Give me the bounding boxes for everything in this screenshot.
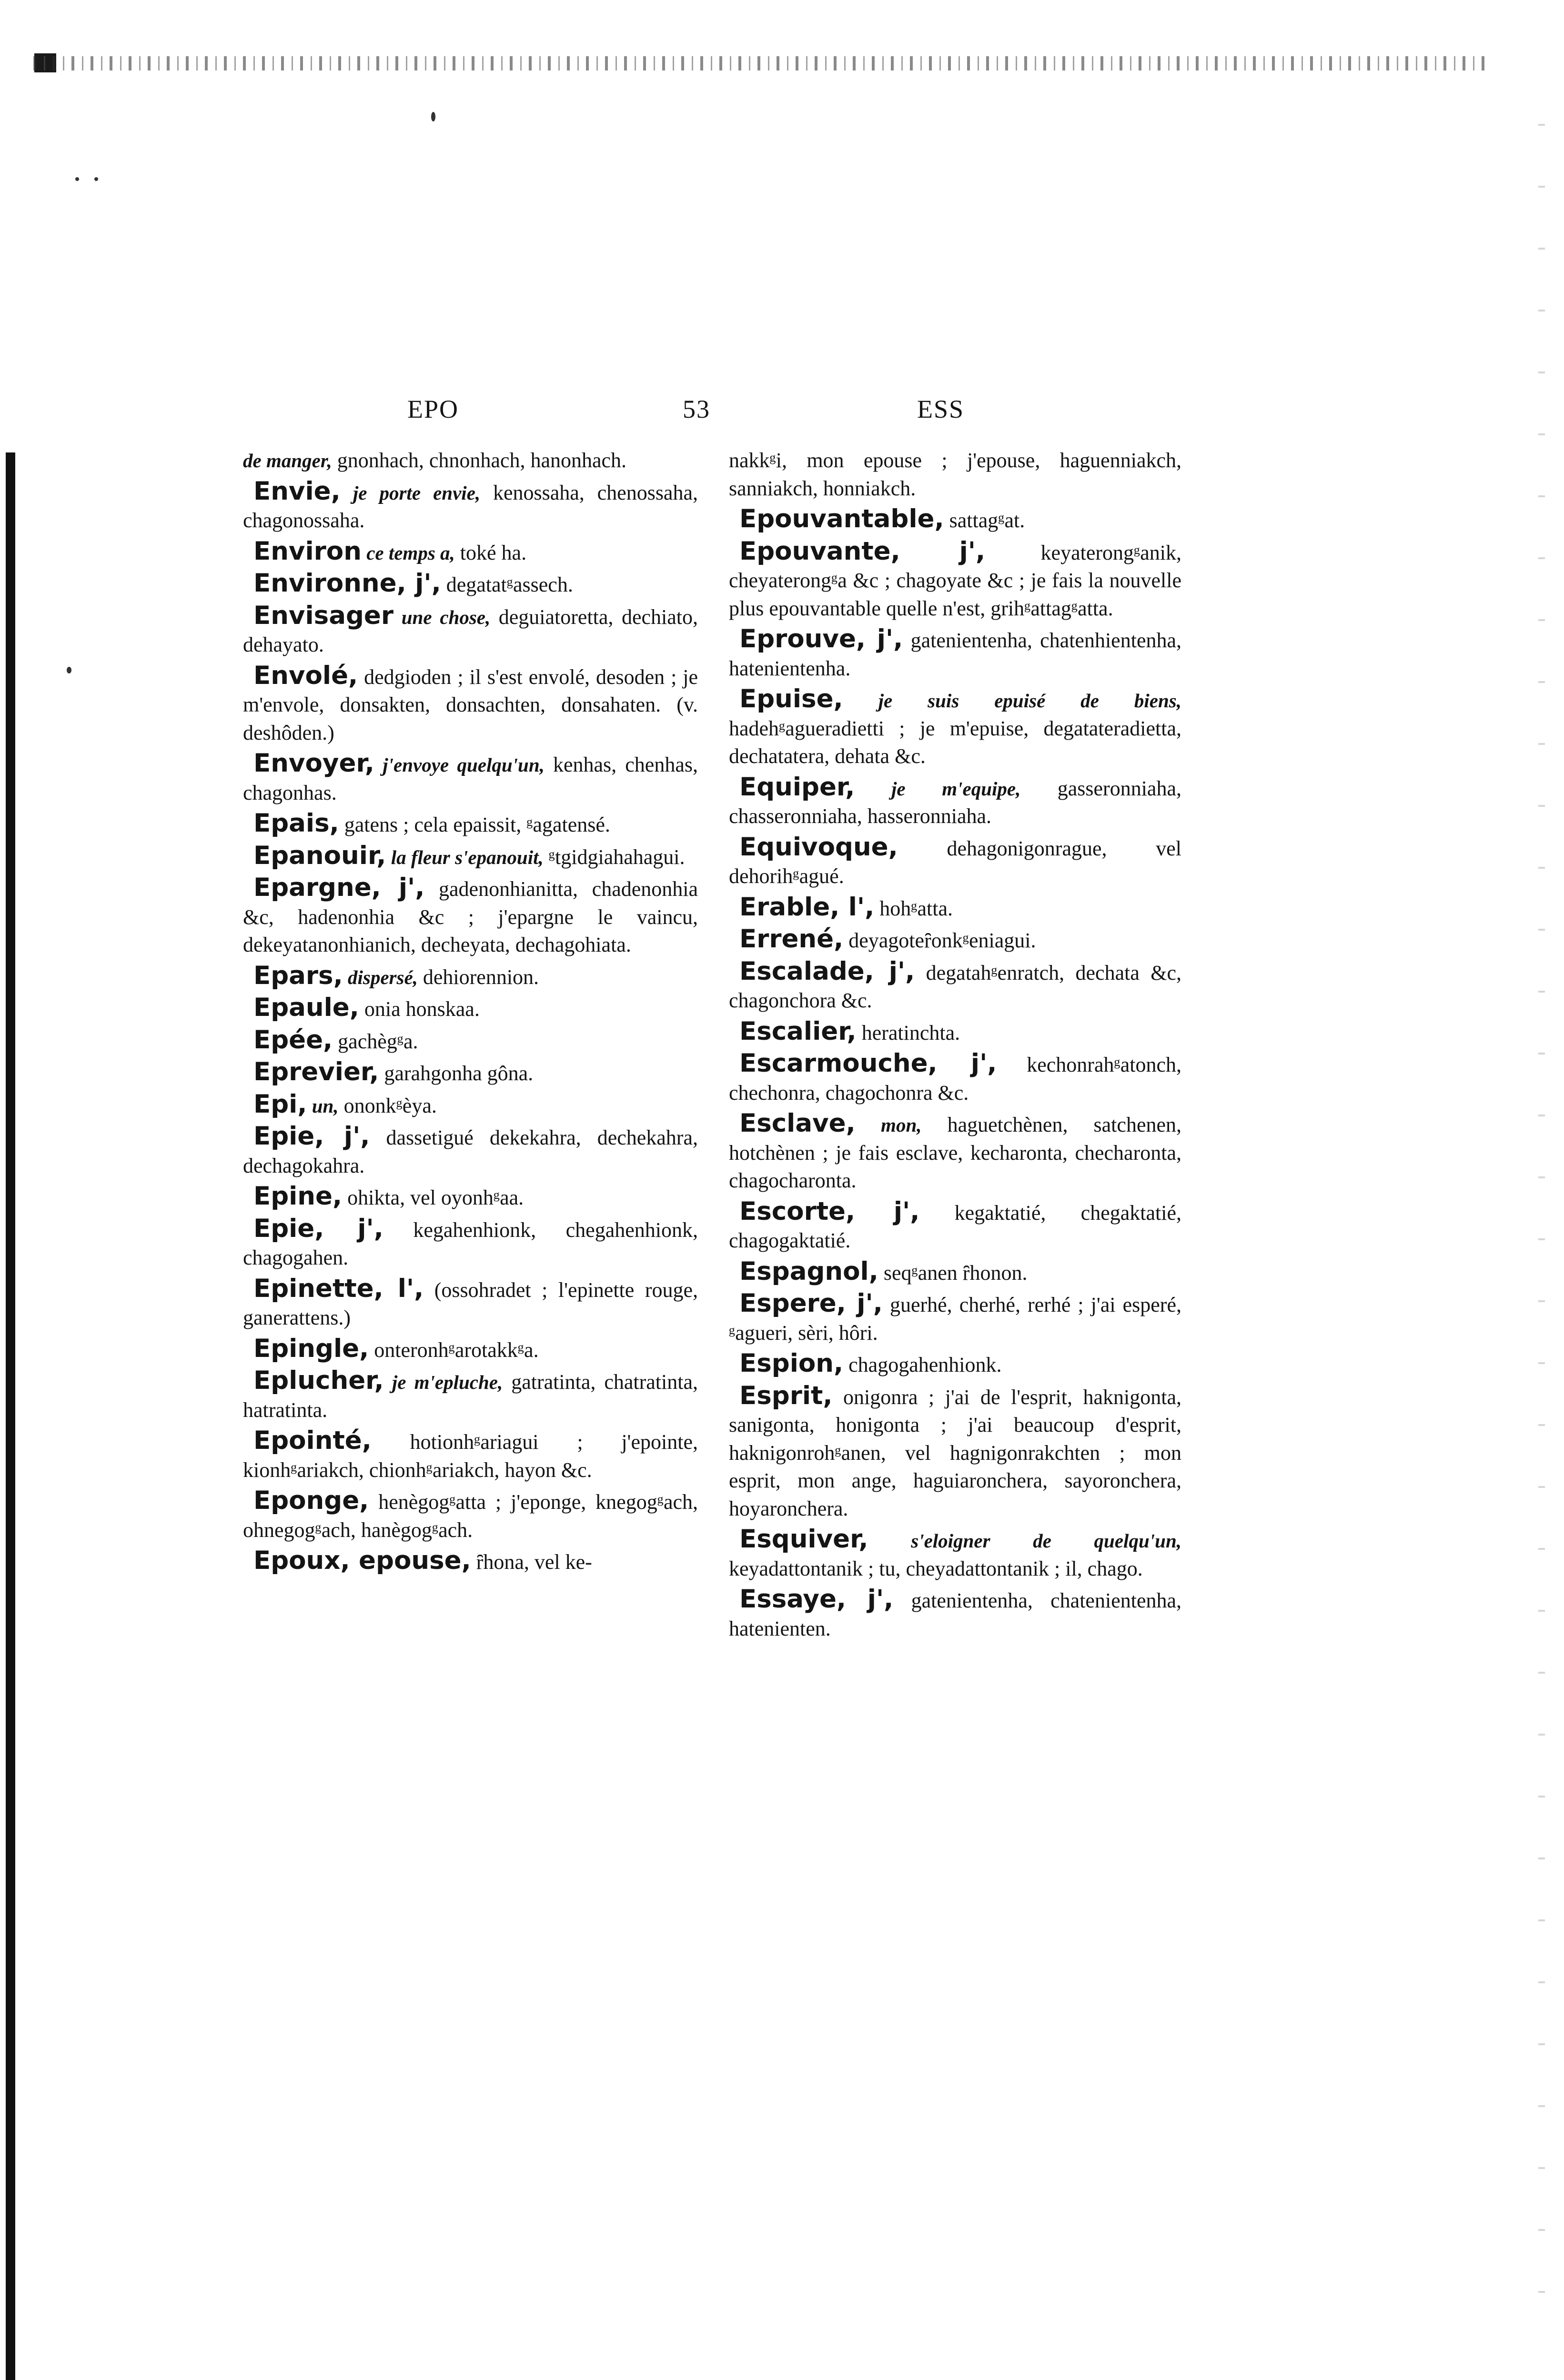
dictionary-entry bbox=[729, 625, 1181, 683]
scan-right-edge bbox=[1538, 95, 1545, 2310]
entry-headword: Equivoque, bbox=[739, 832, 898, 862]
dictionary-entry bbox=[243, 602, 698, 659]
dictionary-entry bbox=[729, 1290, 1181, 1347]
dictionary-entry bbox=[729, 925, 1181, 955]
scan-speck bbox=[75, 177, 79, 181]
entry-headword: Epouvantable, bbox=[739, 504, 944, 533]
entry-headword: Esquiver, bbox=[739, 1525, 868, 1554]
entry-headword: Escalier, bbox=[739, 1016, 857, 1046]
dictionary-entry bbox=[243, 1123, 698, 1180]
entry-translation: kegahenhionk, chegahenhionk, chagogahen. bbox=[243, 1218, 698, 1269]
entry-headword: Epouvante, j', bbox=[739, 536, 986, 566]
entry-headword: Esclave, bbox=[739, 1109, 856, 1138]
entry-headword: Envolé, bbox=[253, 661, 358, 690]
entry-headword: Envie, bbox=[253, 476, 341, 506]
entry-headword: Envisager bbox=[253, 601, 394, 630]
entry-translation: dassetigué dekekahra, dechekahra, dechagokahra. bbox=[243, 1126, 698, 1177]
entry-headword: Epée, bbox=[253, 1025, 333, 1054]
page-number: 53 bbox=[683, 395, 710, 423]
entry-headword: Espion, bbox=[739, 1349, 844, 1378]
entry-french-gloss: je m'epluche, bbox=[383, 1371, 503, 1393]
entry-translation: deyagoteȓonkᵍeniagui. bbox=[843, 929, 1036, 952]
entry-translation: dehagonigonrague, vel dehorihᵍagué. bbox=[729, 836, 1181, 888]
entry-translation: sattagᵍat. bbox=[944, 509, 1025, 532]
dictionary-entry bbox=[729, 505, 1181, 535]
entry-translation: deguiatoretta, dechiato, dehayato. bbox=[243, 605, 698, 656]
dictionary-entry bbox=[243, 1215, 698, 1272]
entry-headword: Errené, bbox=[739, 924, 844, 954]
entry-translation: kegaktatié, chegaktatié, chagogaktatié. bbox=[729, 1201, 1181, 1252]
entry-french-gloss: j'envoye quelqu'un, bbox=[374, 754, 545, 776]
dictionary-entry bbox=[243, 1335, 698, 1365]
scan-left-border bbox=[6, 452, 15, 2380]
dictionary-entry bbox=[729, 1018, 1181, 1047]
entry-translation: ᵍtgidgiahahagui. bbox=[543, 845, 685, 869]
dictionary-entry bbox=[243, 1487, 698, 1544]
entry-translation: keyadattontanik ; tu, cheyadattontanik ; il, chago. bbox=[729, 1557, 1143, 1580]
dictionary-entry bbox=[729, 894, 1181, 923]
dictionary-column-left bbox=[243, 445, 698, 1579]
dictionary-entry bbox=[729, 1382, 1181, 1523]
entry-headword: Espagnol, bbox=[739, 1256, 878, 1286]
entry-headword: Eprouve, j', bbox=[739, 624, 903, 653]
entry-translation: nakkᵍi, mon epouse ; j'epouse, haguenniakch, sanniakch, honniakch. bbox=[729, 449, 1181, 500]
entry-translation: guerhé, cherhé, rerhé ; j'ai esperé, ᵍagueri, sèri, hôri. bbox=[729, 1293, 1181, 1345]
entry-headword: Epingle, bbox=[253, 1334, 369, 1363]
entry-translation: toké ha. bbox=[454, 541, 527, 564]
dictionary-entry bbox=[243, 445, 698, 475]
dictionary-entry bbox=[243, 1367, 698, 1424]
entry-french-gloss: je m'equipe, bbox=[855, 777, 1021, 800]
entry-headword: Equiper, bbox=[739, 772, 855, 802]
entry-translation: seqᵍanen ȓhonon. bbox=[878, 1261, 1028, 1285]
entry-french-gloss: s'eloigner de quelqu'un, bbox=[868, 1530, 1181, 1552]
entry-headword: Erable, l', bbox=[739, 892, 875, 922]
entry-translation: degatatᵍassech. bbox=[441, 573, 573, 596]
dictionary-entry bbox=[243, 1026, 698, 1056]
dictionary-entry bbox=[243, 570, 698, 599]
dictionary-entry bbox=[243, 1275, 698, 1332]
scan-speck bbox=[94, 177, 98, 181]
entry-headword: Escarmouche, j', bbox=[739, 1049, 997, 1078]
entry-translation: henègogᵍatta ; j'eponge, knegogᵍach, ohnegogᵍach, hanègogᵍach. bbox=[243, 1490, 698, 1542]
entry-translation: heratinchta. bbox=[856, 1021, 960, 1044]
entry-translation: ononkᵍèya. bbox=[338, 1094, 437, 1117]
entry-headword: Essaye, j', bbox=[739, 1585, 894, 1614]
entry-headword: Epinette, l', bbox=[253, 1274, 424, 1303]
entry-translation: gachègᵍa. bbox=[333, 1029, 418, 1053]
entry-headword: Epargne, j', bbox=[253, 873, 425, 902]
entry-headword: Epars, bbox=[253, 961, 343, 990]
entry-french-gloss: la fleur s'epanouit, bbox=[386, 846, 544, 868]
entry-translation: dehiorennion. bbox=[417, 965, 539, 989]
entry-french-gloss: de manger, bbox=[243, 450, 332, 472]
dictionary-entry bbox=[243, 842, 698, 872]
entry-french-gloss: je suis epuisé de biens, bbox=[843, 690, 1181, 712]
scan-top-edge bbox=[33, 56, 1486, 70]
entry-translation: ȓhona, vel ke- bbox=[471, 1550, 592, 1574]
entry-translation: gatenientenha, chatenhientenha, hatenientenha. bbox=[729, 629, 1181, 680]
entry-headword: Envoyer, bbox=[253, 749, 374, 778]
entry-translation: gnonhach, chnonhach, hanonhach. bbox=[332, 449, 627, 472]
dictionary-entry bbox=[243, 1058, 698, 1088]
entry-headword: Eprevier, bbox=[253, 1057, 379, 1086]
scan-speck bbox=[67, 667, 71, 673]
dictionary-entry bbox=[243, 962, 698, 992]
dictionary-entry bbox=[729, 1350, 1181, 1379]
entry-headword: Epie, j', bbox=[253, 1122, 370, 1151]
dictionary-entry bbox=[243, 1427, 698, 1484]
entry-headword: Esprit, bbox=[739, 1381, 833, 1410]
dictionary-entry bbox=[243, 810, 698, 839]
entry-translation: onigonra ; j'ai de l'esprit, haknigonta, sanigonta, honigonta ; j'ai beaucoup d'esprit, haknigonrohᵍanen, vel hagnigonrakchten ; mon esprit, mon ange, haguiaronchera, sayoronchera, hoyaronchera. bbox=[729, 1385, 1181, 1520]
entry-headword: Escorte, j', bbox=[739, 1196, 920, 1226]
dictionary-entry bbox=[243, 662, 698, 747]
entry-translation: kenossaha, chenossaha, chagonossaha. bbox=[243, 481, 698, 532]
dictionary-entry bbox=[729, 445, 1181, 502]
entry-headword: Epie, j', bbox=[253, 1214, 383, 1243]
entry-french-gloss: dispersé, bbox=[343, 966, 418, 988]
entry-headword: Espere, j', bbox=[739, 1289, 883, 1318]
dictionary-entry bbox=[729, 685, 1181, 771]
entry-translation: chagogahenhionk. bbox=[843, 1353, 1002, 1376]
dictionary-entry bbox=[729, 834, 1181, 891]
entry-translation: onteronhᵍarotakkᵍa. bbox=[369, 1338, 539, 1362]
dictionary-entry bbox=[243, 994, 698, 1024]
dictionary-entry bbox=[729, 1110, 1181, 1195]
entry-translation: keyaterongᵍanik, cheyaterongᵍa &c ; chagoyate &c ; je fais la nouvelle plus epouvantable quelle n'est, grihᵍattagᵍatta. bbox=[729, 541, 1181, 620]
entry-translation: kenhas, chenhas, chagonhas. bbox=[243, 753, 698, 804]
entry-headword: Epanouir, bbox=[253, 841, 386, 870]
dictionary-entry bbox=[729, 1050, 1181, 1107]
entry-headword: Epointé, bbox=[253, 1426, 372, 1455]
entry-french-gloss: je porte envie, bbox=[340, 482, 481, 504]
entry-headword: Escalade, j', bbox=[739, 956, 915, 986]
dictionary-entry bbox=[243, 1183, 698, 1212]
entry-translation: garahgonha gôna. bbox=[379, 1062, 534, 1085]
scan-speck bbox=[431, 112, 435, 121]
entry-translation: hohᵍatta. bbox=[874, 896, 953, 920]
dictionary-entry bbox=[243, 750, 698, 807]
dictionary-entry bbox=[729, 1526, 1181, 1583]
entry-french-gloss: un, bbox=[307, 1095, 339, 1117]
dictionary-entry bbox=[729, 1258, 1181, 1287]
entry-headword: Epuise, bbox=[739, 684, 843, 713]
dictionary-entry bbox=[243, 478, 698, 535]
entry-french-gloss: ce temps a, bbox=[361, 542, 455, 564]
running-head-left: EPO bbox=[407, 395, 459, 423]
entry-headword: Eplucher, bbox=[253, 1366, 384, 1395]
dictionary-column-right bbox=[729, 445, 1181, 1646]
entry-translation: gatenientenha, chatenientenha, hatenienten. bbox=[729, 1589, 1182, 1640]
dictionary-entry bbox=[729, 538, 1181, 623]
entry-headword: Epais, bbox=[253, 809, 339, 838]
dictionary-entry bbox=[243, 538, 698, 567]
entry-translation: gadenonhianitta, chadenonhia &c, hadenonhia &c ; j'epargne le vaincu, dekeyatanonhianich, decheyata, dechagohiata. bbox=[243, 877, 698, 956]
entry-headword: Epoux, epouse, bbox=[253, 1546, 471, 1575]
dictionary-entry bbox=[729, 1198, 1181, 1255]
entry-translation: dedgioden ; il s'est envolé, desoden ; je m'envole, donsakten, donsachten, donsahaten. (v. deshôden.) bbox=[243, 665, 698, 744]
entry-translation: haguetchènen, satchenen, hotchènen ; je fais esclave, kecharonta, checharonta, chagocharonta. bbox=[729, 1113, 1181, 1192]
entry-headword: Environ bbox=[253, 536, 362, 566]
entry-translation: degatahᵍenratch, dechata &c, chagonchora &c. bbox=[729, 961, 1181, 1012]
entry-translation: hadehᵍagueradietti ; je m'epuise, degatateradietta, dechatatera, dehata &c. bbox=[729, 716, 1181, 768]
dictionary-entry bbox=[729, 1586, 1181, 1643]
entry-french-gloss: une chose, bbox=[393, 606, 491, 628]
dictionary-entry bbox=[243, 1091, 698, 1120]
entry-translation: (ossohradet ; l'epinette rouge, ganerattens.) bbox=[243, 1278, 698, 1329]
entry-headword: Epine, bbox=[253, 1182, 343, 1211]
entry-headword: Epi, bbox=[253, 1089, 307, 1119]
entry-translation: kechonrahᵍatonch, chechonra, chagochonra &c. bbox=[729, 1053, 1181, 1105]
entry-translation: gatratinta, chatratinta, hatratinta. bbox=[243, 1370, 698, 1422]
entry-translation: hotionhᵍariagui ; j'epointe, kionhᵍariakch, chionhᵍariakch, hayon &c. bbox=[243, 1430, 698, 1482]
entry-translation: gatens ; cela epaissit, ᵍagatensé. bbox=[339, 813, 610, 836]
entry-translation: onia honskaa. bbox=[359, 997, 480, 1021]
entry-headword: Environne, j', bbox=[253, 569, 441, 598]
entry-headword: Eponge, bbox=[253, 1486, 369, 1515]
entry-translation: gasseronniaha, chasseronniaha, hasseronniaha. bbox=[729, 776, 1181, 828]
entry-french-gloss: mon, bbox=[855, 1114, 922, 1136]
dictionary-entry bbox=[243, 874, 698, 959]
entry-translation: ohikta, vel oyonhᵍaa. bbox=[342, 1186, 524, 1209]
entry-headword: Epaule, bbox=[253, 993, 359, 1022]
dictionary-entry bbox=[729, 958, 1181, 1015]
dictionary-entry bbox=[243, 1547, 698, 1577]
running-head-right: ESS bbox=[917, 395, 965, 423]
dictionary-entry bbox=[729, 773, 1181, 831]
